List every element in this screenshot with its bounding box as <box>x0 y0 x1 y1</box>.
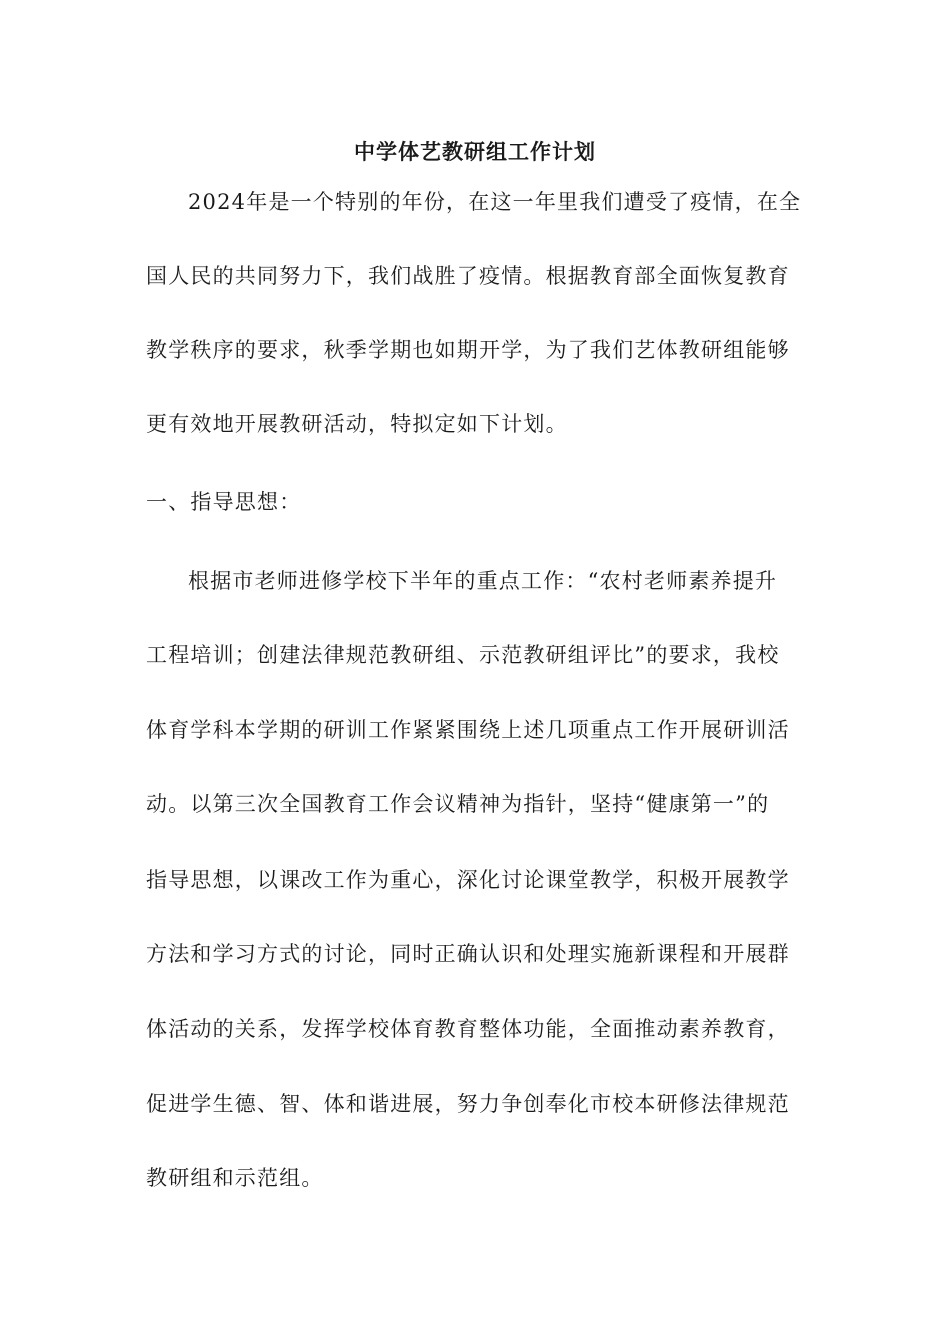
section-heading: 一、指导思想： <box>146 490 302 514</box>
paragraph-line: 国人民的共同努力下，我们战胜了疫情。根据教育部全面恢复教育 <box>146 264 790 288</box>
paragraph-line: 更有效地开展教研活动，特拟定如下计划。 <box>146 412 568 436</box>
paragraph-line: 方法和学习方式的讨论，同时正确认识和处理实施新课程和开展群 <box>146 942 790 966</box>
document-title: 中学体艺教研组工作计划 <box>354 139 596 164</box>
paragraph-line: 指导思想，以课改工作为重心，深化讨论课堂教学，积极开展教学 <box>146 868 790 892</box>
paragraph-line: 工程培训；创建法律规范教研组、示范教研组评比”的要求，我校 <box>146 643 780 667</box>
paragraph-line: 体育学科本学期的研训工作紧紧围绕上述几项重点工作开展研训活 <box>146 718 790 742</box>
paragraph-line: 根据市老师进修学校下半年的重点工作：“农村老师素养提升 <box>188 569 778 593</box>
paragraph-line: 教研组和示范组。 <box>146 1166 324 1190</box>
paragraph-line: 2024年是一个特别的年份，在这一年里我们遭受了疫情，在全 <box>188 190 802 214</box>
paragraph-line: 教学秩序的要求，秋季学期也如期开学，为了我们艺体教研组能够 <box>146 338 790 362</box>
paragraph-line: 促进学生德、智、体和谐进展，努力争创奉化市校本研修法律规范 <box>146 1092 790 1116</box>
paragraph-line: 动。以第三次全国教育工作会议精神为指针，坚持“健康第一”的 <box>146 792 770 816</box>
paragraph-line: 体活动的关系，发挥学校体育教育整体功能，全面推动素养教育， <box>146 1017 790 1041</box>
